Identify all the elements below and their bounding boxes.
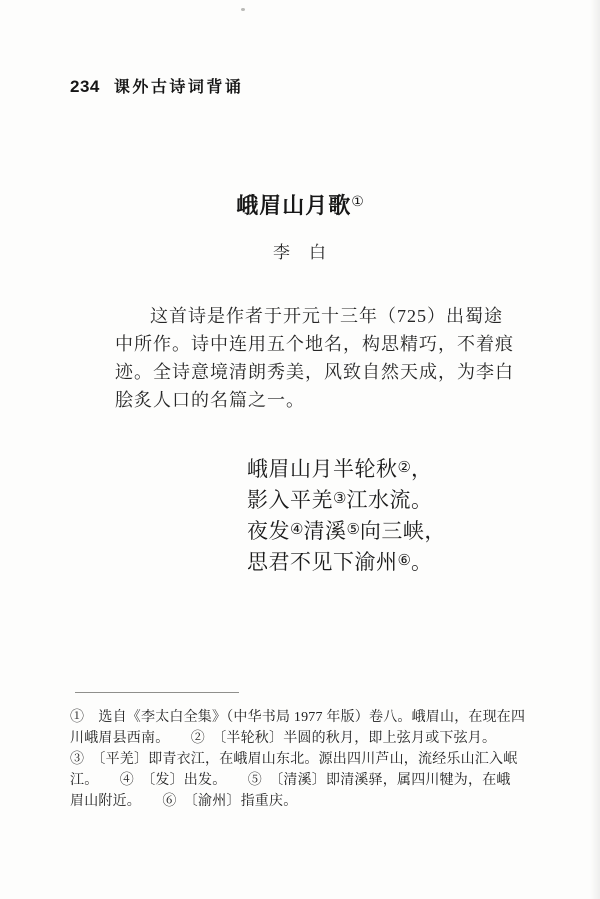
- poem-text: 江水流。: [346, 488, 433, 512]
- poem-body: [247, 453, 446, 577]
- footnote-line: 眉山附近。 ⑥ 〔渝州〕指重庆。: [70, 794, 298, 809]
- author-name: 李 白: [273, 243, 327, 262]
- poem-footnote-ref: ②: [397, 460, 411, 476]
- book-title: 课外古诗词背诵: [113, 79, 244, 96]
- poem-text: 峨眉山月半轮秋: [247, 457, 398, 481]
- intro-line: 这首诗是作者于开元十三年（725）出蜀途: [150, 306, 503, 326]
- poem-line: [247, 546, 446, 577]
- poem-text: 清溪: [303, 519, 347, 543]
- poem-footnote-ref: ③: [333, 491, 347, 507]
- intro-line: 中所作。诗中连用五个地名，构思精巧，不着痕: [115, 334, 514, 354]
- poem-text: ，: [410, 457, 433, 481]
- poem-line: [247, 453, 446, 484]
- poem-footnote-ref: ④: [290, 522, 304, 538]
- page-edge-shadow: [590, 0, 600, 899]
- running-header: [70, 74, 243, 97]
- poem-title: [0, 189, 600, 220]
- scan-speck: [241, 8, 245, 11]
- intro-line: 脍炙人口的名篇之一。: [115, 390, 305, 410]
- footnotes-block: [70, 707, 540, 812]
- poem-text: 夜发: [247, 519, 290, 543]
- poem-title-text: 峨眉山月歌: [236, 193, 352, 218]
- footnote-line: 川峨眉县西南。 ② 〔半轮秋〕半圆的秋月，即上弦月或下弦月。: [70, 731, 497, 746]
- intro-line: 迹。全诗意境清朗秀美，风致自然天成，为李白: [115, 362, 514, 382]
- page-number: 234: [70, 77, 100, 96]
- title-footnote-ref: ①: [351, 193, 364, 209]
- poem-text: 影入平羌: [247, 488, 333, 512]
- footnote-line: ① 选自《李太白全集》（中华书局 1977 年版）卷八。峨眉山，在现在四: [70, 710, 526, 725]
- poem-text: 思君不见下渝州: [247, 550, 398, 574]
- footnote-divider: [75, 692, 239, 693]
- footnote-line: ③ 〔平羌〕即青衣江，在峨眉山东北。源出四川芦山，流经乐山汇入岷: [70, 752, 518, 767]
- intro-paragraph: [115, 302, 535, 414]
- poem-footnote-ref: ⑤: [346, 522, 360, 538]
- footnote-line: 江。 ④ 〔发〕出发。 ⑤ 〔清溪〕即清溪驿，属四川犍为，在峨: [70, 773, 511, 788]
- poem-text: 向三峡，: [359, 519, 446, 543]
- poem-text: 。: [410, 550, 433, 574]
- poem-line: [247, 484, 446, 515]
- poem-line: [247, 515, 446, 546]
- poem-footnote-ref: ⑥: [397, 553, 411, 569]
